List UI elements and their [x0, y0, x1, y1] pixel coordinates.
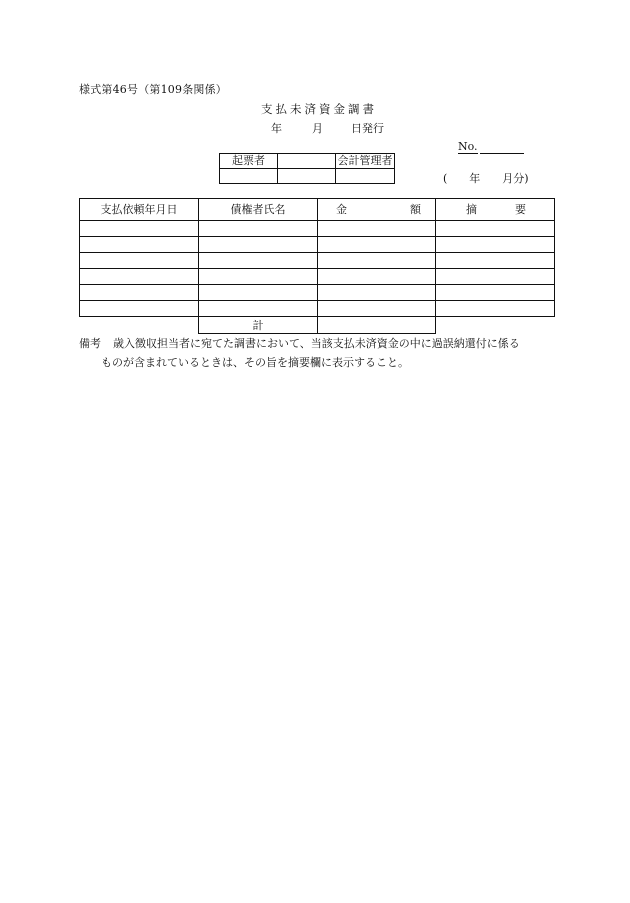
table-row: [80, 237, 555, 253]
table-row: [80, 285, 555, 301]
amount-cell[interactable]: [318, 253, 436, 269]
amount-cell[interactable]: [318, 301, 436, 317]
date-cell[interactable]: [80, 253, 199, 269]
remarks-line-2: ものが含まれているときは、その旨を摘要欄に表示すること。: [101, 356, 409, 369]
accounting-manager-label: 会計管理者: [337, 154, 393, 167]
document-number-field[interactable]: [458, 140, 524, 154]
drafter-stamp-cell[interactable]: [278, 154, 336, 169]
period-year-label: 年: [469, 172, 481, 185]
creditor-cell[interactable]: [199, 237, 318, 253]
unpaid-funds-table: [79, 198, 555, 334]
header-amount: [318, 199, 436, 221]
table-row: [80, 301, 555, 317]
summary-cell[interactable]: [436, 301, 555, 317]
remarks-heading: 備考: [79, 337, 101, 350]
summary-cell[interactable]: [436, 253, 555, 269]
date-cell[interactable]: [80, 269, 199, 285]
table-row: [80, 253, 555, 269]
amount-cell[interactable]: [318, 269, 436, 285]
remarks-text-1: 歳入徴収担当者に宛てた調書において、当該支払未済資金の中に過誤納還付に係る: [113, 337, 520, 350]
creditor-cell[interactable]: [199, 269, 318, 285]
form-number: 様式第46号（第109条関係）: [79, 83, 227, 96]
date-cell[interactable]: [80, 285, 199, 301]
header-creditor-name: 債権者氏名: [199, 199, 318, 221]
date-cell[interactable]: [80, 221, 199, 237]
amount-cell[interactable]: [318, 237, 436, 253]
header-summary-char1: 摘: [466, 203, 477, 216]
date-cell[interactable]: [80, 301, 199, 317]
drafter-label: 起票者: [220, 154, 278, 169]
table-row: [80, 221, 555, 237]
amount-cell[interactable]: [318, 285, 436, 301]
issue-month-label: 月: [312, 122, 323, 135]
date-cell[interactable]: [80, 237, 199, 253]
remarks: [79, 334, 559, 372]
total-row-spacer: [80, 317, 199, 334]
issue-date: [271, 120, 384, 136]
header-request-date: 支払依頼年月日: [80, 199, 199, 221]
header-amount-char1: 金: [336, 203, 347, 216]
drafter-sign-cell[interactable]: [220, 169, 278, 184]
summary-cell[interactable]: [436, 221, 555, 237]
issue-year-label: 年: [271, 122, 282, 135]
number-blank: [480, 143, 524, 154]
creditor-cell[interactable]: [199, 253, 318, 269]
creditor-cell[interactable]: [199, 301, 318, 317]
amount-cell[interactable]: [318, 221, 436, 237]
remarks-line-1: [79, 334, 559, 353]
creditor-cell[interactable]: [199, 285, 318, 301]
period-field: [443, 170, 529, 186]
table-header-row: [80, 199, 555, 221]
total-label: 計: [199, 317, 318, 334]
header-summary: [436, 199, 555, 221]
issue-day-label: 日発行: [351, 122, 384, 135]
period-month-label: 月分): [502, 172, 529, 185]
approval-stamp-table: [219, 153, 395, 184]
summary-cell[interactable]: [436, 269, 555, 285]
period-open-paren: (: [443, 172, 448, 185]
total-amount-cell[interactable]: [318, 317, 436, 334]
accounting-manager-sign-cell[interactable]: [336, 169, 395, 184]
header-amount-char2: 額: [410, 203, 421, 216]
total-row-spacer: [436, 317, 555, 334]
summary-cell[interactable]: [436, 237, 555, 253]
header-summary-char2: 要: [515, 203, 526, 216]
table-row: [80, 269, 555, 285]
document-title: 支払未済資金調書: [261, 102, 377, 116]
blank-sign-cell[interactable]: [278, 169, 336, 184]
total-row: [80, 317, 555, 334]
summary-cell[interactable]: [436, 285, 555, 301]
creditor-cell[interactable]: [199, 221, 318, 237]
number-label: No.: [458, 140, 478, 153]
